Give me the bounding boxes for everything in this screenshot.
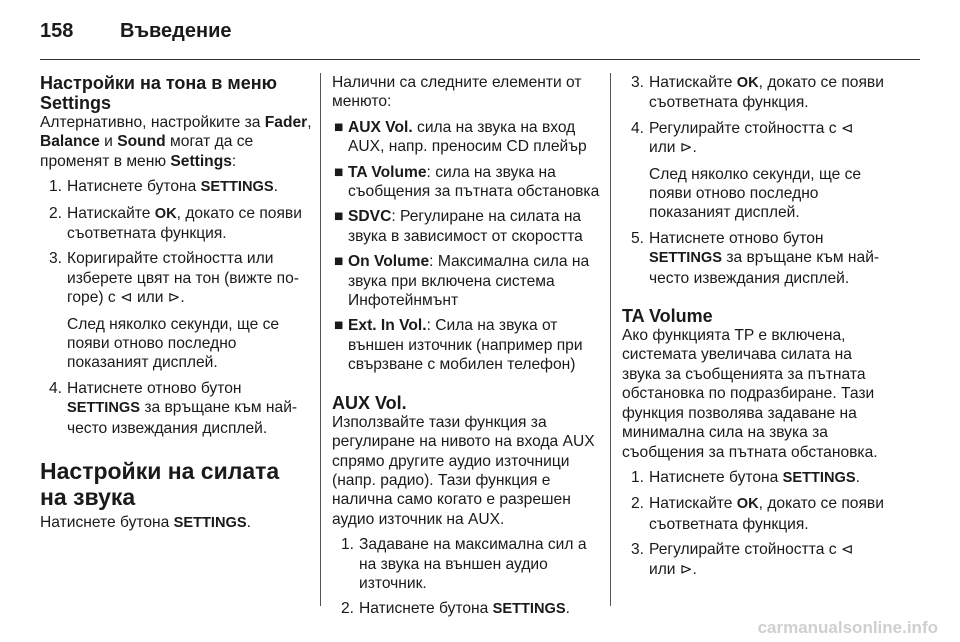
page-number: 158 <box>40 20 74 42</box>
left-arrow-icon: ⊲ <box>840 119 854 137</box>
column-divider <box>610 73 611 606</box>
paragraph: Налични са следните елементи от менюто: <box>332 74 582 111</box>
list-item: ■ SDVC: Регулиране на силата на звука в зависимост от скоростта <box>334 208 583 245</box>
column-divider <box>320 73 321 606</box>
list-item: 1. Натиснете бутона SETTINGS. <box>630 468 860 486</box>
list-item: 2. Натискайте OK, докато се появи съответната функция. <box>630 495 884 533</box>
list-item: 1. Задаване на максимална сил а на звука на външен аудио източник. <box>340 536 587 592</box>
list-item: 4. Регулирайте стойността с ⊲ или ⊳. След няколко секунди, ще се появи отново последно показаният дисплей. <box>630 119 862 222</box>
left-arrow-icon: ⊲ <box>840 541 854 559</box>
right-arrow-icon: ⊳ <box>679 139 693 157</box>
list-item: 3. Натискайте OK, докато се появи съответната функция. <box>630 74 884 112</box>
paragraph: Алтернативно, настройките за Fader, Balance и Sound могат да се променят в меню Settings: <box>40 114 312 170</box>
section-heading-ta: TA Volume <box>622 306 713 327</box>
list-item: 3. Регулирайте стойността с ⊲ или ⊳. <box>630 541 854 578</box>
paragraph: Ако функцията TP е включена, системата увеличава силата на звука за съобщенията за пътната обстановка по подразбиране. Тази функция позволява задаване на минимална сила на звука за съобщения за пътната обстановка. <box>622 327 878 461</box>
header-rule <box>40 59 920 60</box>
section-heading-volume: Настройки на силата на звука <box>40 458 280 511</box>
list-item: 2. Натискайте OK, докато се появи съответната функция. <box>48 204 302 243</box>
list-item: ■ Ext. In Vol.: Сила на звука от външен източник (например при свързване с мобилен телефон) <box>334 317 583 374</box>
section-heading-aux: AUX Vol. <box>332 392 407 413</box>
list-item: ■ TA Volume: сила на звука на съобщения за пътната обстановка <box>334 163 600 201</box>
list-item: 2. Натиснете бутона SETTINGS. <box>340 600 570 618</box>
chapter-title: Въведение <box>120 20 232 42</box>
column-3 <box>622 73 894 579</box>
list-item: 4. Натиснете отново бутон SETTINGS за връщане към най-често извеждания дисплей. <box>48 379 298 437</box>
watermark: carmanualsonline.info <box>757 618 938 637</box>
section-heading-tone: Настройки на тона в меню Settings <box>40 73 277 113</box>
page-header <box>40 20 232 43</box>
right-arrow-icon: ⊳ <box>679 560 693 578</box>
paragraph: Използвайте тази функция за регулиране на нивото на входа AUX спрямо другите аудио източници (напр. радио). Тази функция е налична само когато е разрешен аудио източник на AUX. <box>332 413 595 528</box>
list-item: ■ On Volume: Максимална сила на звука при включена система Инфотейнмънт <box>334 253 590 310</box>
paragraph: Натиснете бутона SETTINGS. <box>40 514 251 532</box>
column-2 <box>332 73 604 620</box>
list-item: 3. Коригирайте стойността или изберете цвят на тон (вижте по-горе) с ⊲ или ⊳. След няколко секунди, ще се появи отново последно показаният дисплей. <box>48 250 299 372</box>
left-arrow-icon: ⊲ <box>120 289 133 307</box>
column-1 <box>40 73 312 534</box>
list-item: 5. Натиснете отново бутон SETTINGS за връщане към най-често извеждания дисплей. <box>630 229 880 287</box>
list-item: ■ AUX Vol. сила на звука на вход AUX, напр. преносим CD плейър <box>334 118 587 156</box>
right-arrow-icon: ⊳ <box>167 289 181 307</box>
list-item: 1. Натиснете бутона SETTINGS. <box>48 178 278 196</box>
